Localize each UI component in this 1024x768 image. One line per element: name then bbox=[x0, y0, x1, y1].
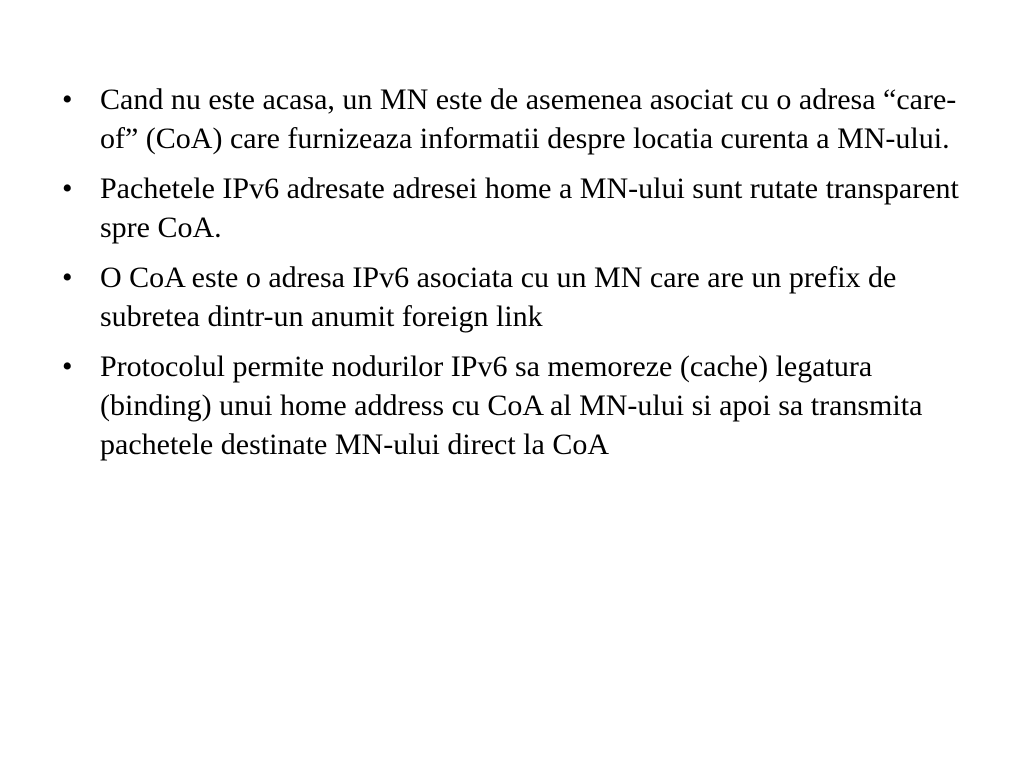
bullet-text: Protocolul permite nodurilor IPv6 sa memoreze (cache) legatura (binding) unui home address cu CoA al MN-ului si apoi sa transmita pachetele destinate MN-ului direct la CoA bbox=[100, 350, 923, 461]
bullet-item-coa-definition bbox=[62, 258, 962, 336]
bullet-icon: • bbox=[62, 172, 73, 205]
bullet-text: O CoA este o adresa IPv6 asociata cu un MN care are un prefix de subretea dintr-un anumit foreign link bbox=[100, 261, 897, 333]
bullet-text: Cand nu este acasa, un MN este de asemenea asociat cu o adresa “care-of” (CoA) care furnizeaza informatii despre locatia curenta a MN-ului. bbox=[100, 83, 957, 155]
bullet-item-coa-association bbox=[62, 80, 962, 158]
bullet-icon: • bbox=[62, 350, 73, 383]
bullet-text: Pachetele IPv6 adresate adresei home a MN-ului sunt rutate transparent spre CoA. bbox=[100, 172, 959, 244]
bullet-item-ipv6-routing bbox=[62, 169, 962, 247]
bullet-icon: • bbox=[62, 83, 73, 116]
bullet-list bbox=[62, 80, 962, 475]
bullet-icon: • bbox=[62, 261, 73, 294]
bullet-item-binding-cache bbox=[62, 347, 962, 464]
